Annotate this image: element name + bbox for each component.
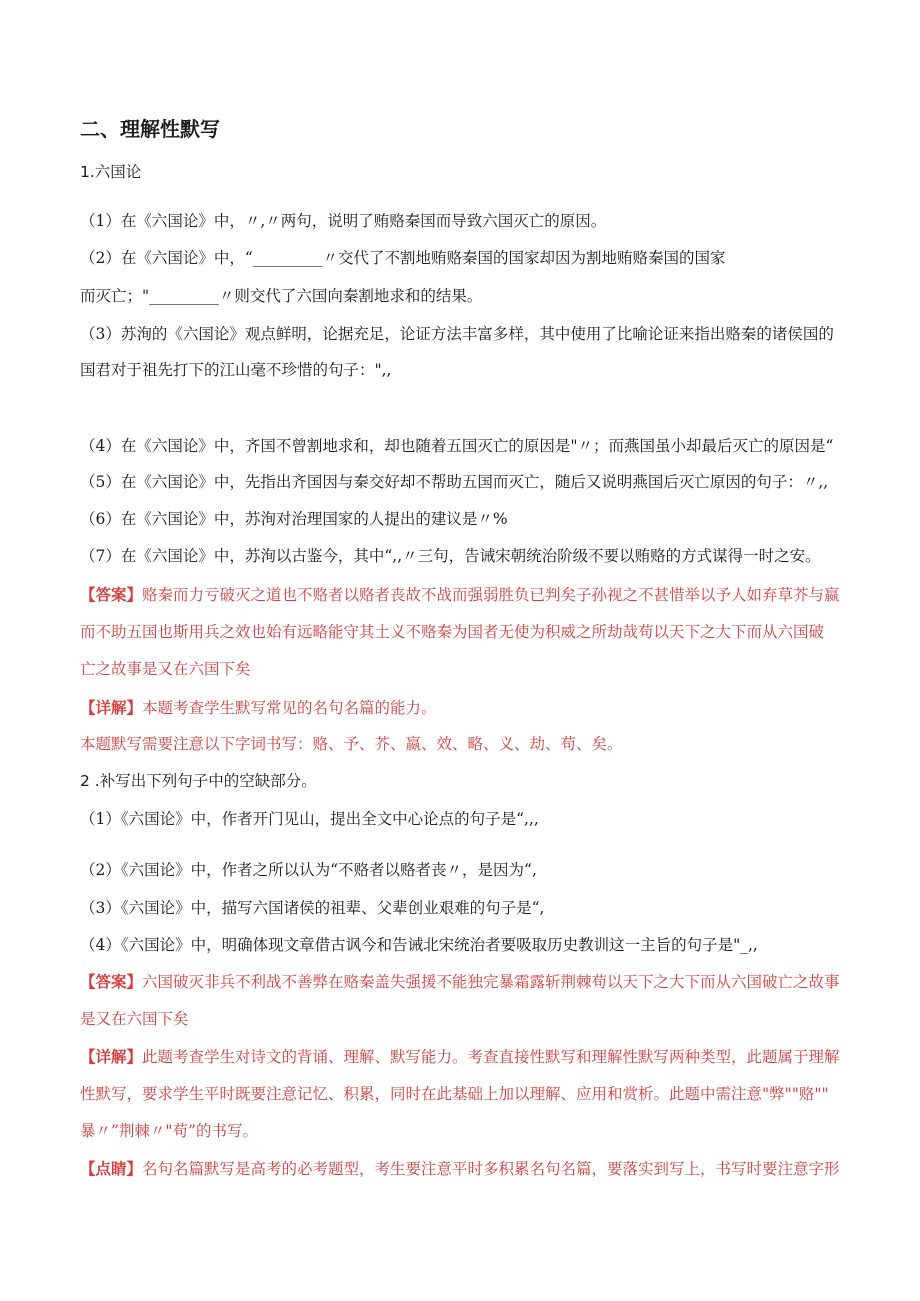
question-1-detail-line-1 bbox=[80, 697, 437, 719]
question-1-item-3b: 国君对于祖先打下的江山毫不珍惜的句子：",, bbox=[80, 361, 392, 379]
question-2-item-4: （4）《六国论》中，明确体现文章借古讽今和告诫北宋统治者要吸取历史教训这一主旨的句子是"_,, bbox=[80, 936, 758, 954]
question-1-item-5: （5）在《六国论》中，先指出齐国因与秦交好却不帮助五国而灭亡，随后又说明燕国后灭亡原因的句子：〃,, bbox=[80, 473, 829, 491]
detail-tag: 【详解】 bbox=[80, 698, 143, 717]
answer-tag: 【答案】 bbox=[80, 972, 143, 991]
section-heading: 二、理解性默写 bbox=[80, 117, 220, 141]
question-1-item-2a: （2）在《六国论》中，“_________〃交代了不割地贿赂秦国的国家却因为割地贿赂秦国的国家 bbox=[80, 249, 726, 267]
question-2-detail-line-3: 暴〃”荆棘〃"苟”的书写。 bbox=[80, 1122, 258, 1140]
tip-tag: 【点睛】 bbox=[80, 1159, 143, 1178]
question-1-item-4: （4）在《六国论》中，齐国不曾割地求和，却也随着五国灭亡的原因是"〃；而燕国虽小却最后灭亡的原因是“ bbox=[80, 437, 834, 455]
question-2-title: 2 .补写出下列句子中的空缺部分。 bbox=[80, 772, 317, 790]
answer-tag: 【答案】 bbox=[80, 585, 143, 604]
detail-text: 本题考查学生默写常见的名句名篇的能力。 bbox=[142, 699, 437, 717]
question-1-answer-line-2: 而不助五国也斯用兵之效也始有远略能守其土义不赂秦为国者无使为积威之所劫哉苟以天下之大下而从六国破 bbox=[80, 623, 825, 641]
answer-text: 六国破灭非兵不利战不善弊在赂秦盖失强援不能独完暴霜露斩荆棘苟以天下之大下而从六国破亡之故事 bbox=[142, 973, 840, 991]
question-2-item-1: （1）《六国论》中，作者开门见山，提出全文中心论点的句子是“,,, bbox=[80, 810, 539, 828]
question-1-detail-line-2: 本题默写需要注意以下字词书写：赂、予、芥、嬴、效、略、义、劫、苟、矣。 bbox=[80, 735, 623, 753]
detail-text: 此题考查学生对诗文的背诵、理解、默写能力。考查直接性默写和理解性默写两种类型，此题属于理解 bbox=[142, 1048, 840, 1066]
question-1-title: 1.六国论 bbox=[80, 163, 142, 181]
question-2-tip-line-1 bbox=[80, 1158, 840, 1180]
question-1-item-7: （7）在《六国论》中，苏洵以古鉴今，其中“,,〃三句，告诫宋朝统治阶级不要以贿赂的方式谋得一时之安。 bbox=[80, 547, 821, 565]
question-1-answer-line-1 bbox=[80, 584, 840, 606]
question-1-item-2b: 而灭亡；"_________〃则交代了六国向秦割地求和的结果。 bbox=[80, 287, 483, 305]
question-1-item-1: （1）在《六国论》中，〃,〃两句，说明了贿赂秦国而导致六国灭亡的原因。 bbox=[80, 212, 607, 230]
detail-tag: 【详解】 bbox=[80, 1047, 143, 1066]
question-2-answer-line-1 bbox=[80, 971, 840, 993]
tip-text: 名句名篇默写是高考的必考题型，考生要注意平时多积累名句名篇，要落实到写上，书写时要注意字形 bbox=[142, 1160, 840, 1178]
question-1-item-3a: （3）苏洵的《六国论》观点鲜明，论据充足，论证方法丰富多样，其中使用了比喻论证来指出赂秦的诸侯国的 bbox=[80, 325, 834, 343]
question-1-answer-line-3: 亡之故事是又在六国下矣 bbox=[80, 660, 251, 678]
question-2-item-3: （3）《六国论》中，描写六国诸侯的祖辈、父辈创业艰难的句子是“, bbox=[80, 899, 545, 917]
answer-text: 赂秦而力亏破灭之道也不赂者以赂者丧故不战而强弱胜负已判矣子孙视之不甚惜举以予人如弃草芥与嬴 bbox=[142, 586, 840, 604]
question-2-answer-line-2: 是又在六国下矣 bbox=[80, 1010, 189, 1028]
question-1-item-6: （6）在《六国论》中，苏洵对治理国家的人提出的建议是〃% bbox=[80, 510, 508, 528]
question-2-detail-line-1 bbox=[80, 1046, 840, 1068]
question-2-detail-line-2: 性默写，要求学生平时既要注意记忆、积累，同时在此基础上加以理解、应用和赏析。此题中需注意"弊""赂"" bbox=[80, 1085, 829, 1103]
question-2-item-2: （2）《六国论》中，作者之所以认为“不赂者以赂者丧〃，是因为“, bbox=[80, 861, 537, 879]
